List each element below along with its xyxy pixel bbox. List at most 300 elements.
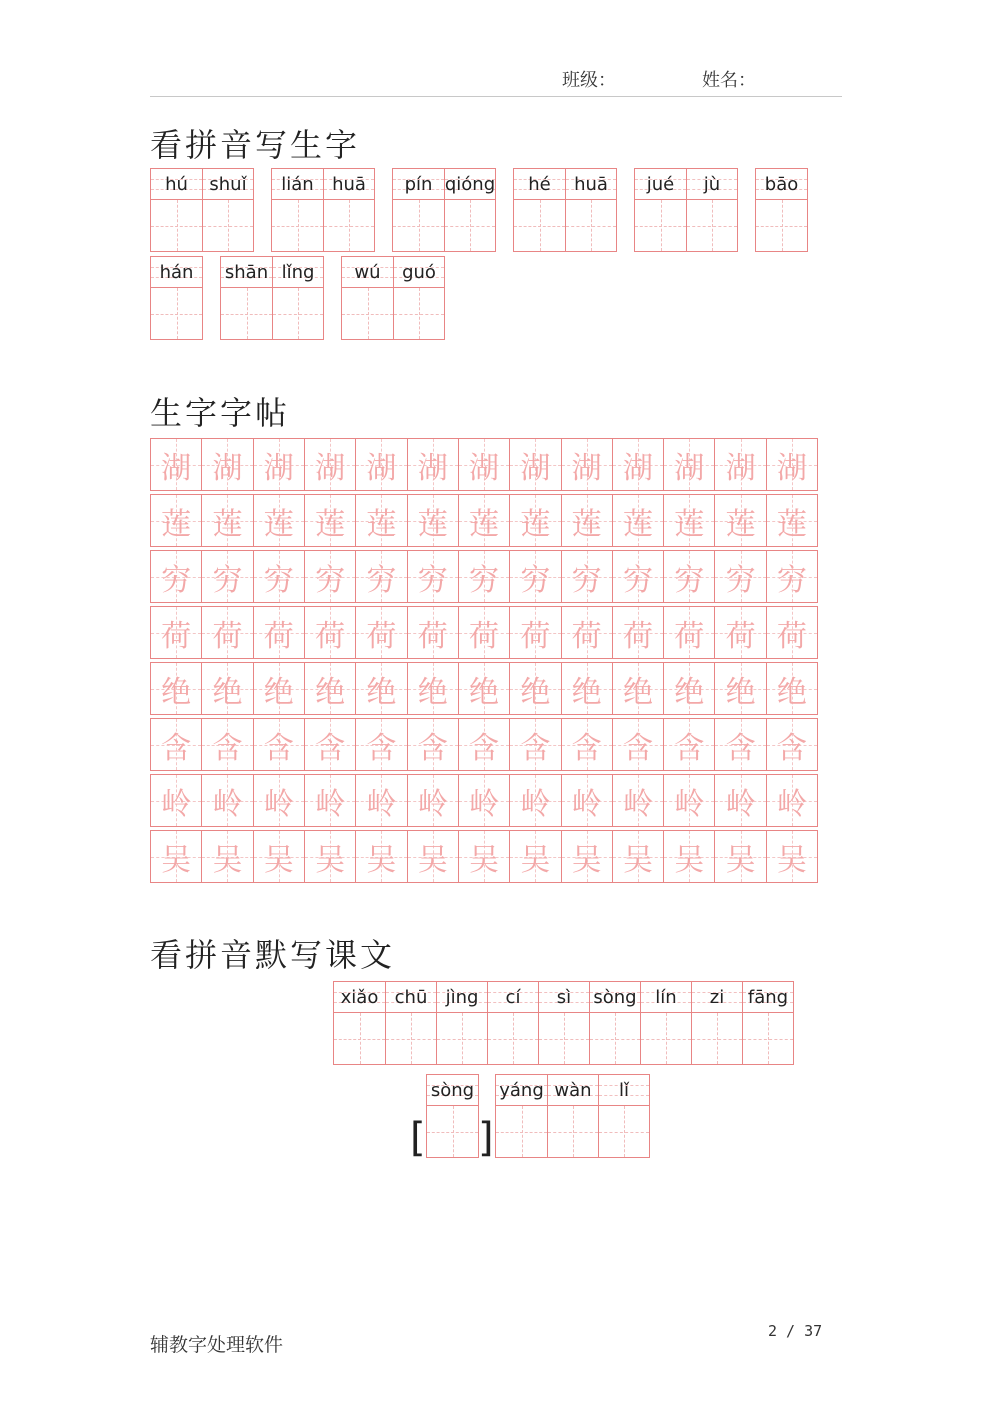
tracing-character: 岭 [520, 786, 551, 822]
writing-box[interactable] [342, 288, 393, 339]
pinyin-unit [487, 982, 538, 1064]
tracing-cell[interactable] [509, 607, 560, 658]
tracing-cell[interactable] [561, 607, 612, 658]
writing-box[interactable] [641, 1013, 691, 1064]
tracing-cell[interactable] [304, 495, 355, 546]
pinyin-unit [496, 1075, 547, 1157]
tracing-character: 穷 [520, 562, 551, 598]
writing-box[interactable] [324, 200, 374, 251]
tracing-cell[interactable] [151, 719, 201, 770]
tracing-cell[interactable] [355, 607, 406, 658]
copybook-row [150, 606, 818, 659]
tracing-character: 荷 [469, 618, 500, 654]
tracing-character: 绝 [725, 674, 756, 710]
tracing-cell[interactable] [201, 663, 252, 714]
writing-box[interactable] [514, 200, 565, 251]
tracing-character: 湖 [212, 450, 243, 486]
tracing-character: 莲 [366, 506, 397, 542]
page-number: 2 / 37 [768, 1322, 823, 1340]
writing-box[interactable] [437, 1013, 487, 1064]
tracing-character: 湖 [674, 450, 705, 486]
tracing-cell[interactable] [253, 775, 304, 826]
tracing-character: 湖 [725, 450, 756, 486]
tracing-character: 含 [263, 730, 294, 766]
tracing-cell[interactable] [714, 719, 765, 770]
tracing-cell[interactable] [407, 439, 458, 490]
copybook-row [150, 774, 818, 827]
pinyin-text: qióng [444, 173, 496, 195]
tracing-character: 穷 [469, 562, 500, 598]
tracing-cell[interactable] [663, 663, 714, 714]
tracing-character: 湖 [776, 450, 807, 486]
tracing-cell[interactable] [561, 495, 612, 546]
tracing-cell[interactable] [407, 495, 458, 546]
tracing-character: 岭 [725, 786, 756, 822]
tracing-cell[interactable] [714, 551, 765, 602]
tracing-cell[interactable] [714, 607, 765, 658]
tracing-character: 吴 [315, 842, 346, 878]
tracing-character: 岭 [571, 786, 602, 822]
tracing-character: 岭 [469, 786, 500, 822]
tracing-character: 莲 [469, 506, 500, 542]
writing-box[interactable] [272, 200, 323, 251]
tracing-character: 岭 [263, 786, 294, 822]
tracing-cell[interactable] [612, 551, 663, 602]
tracing-character: 绝 [622, 674, 653, 710]
tracing-character: 含 [417, 730, 448, 766]
tracing-character: 莲 [263, 506, 294, 542]
tracing-cell[interactable] [766, 495, 817, 546]
tracing-character: 莲 [674, 506, 705, 542]
tracing-cell[interactable] [151, 439, 201, 490]
tracing-character: 荷 [725, 618, 756, 654]
tracing-character: 湖 [469, 450, 500, 486]
tracing-character: 吴 [725, 842, 756, 878]
tracing-character: 绝 [776, 674, 807, 710]
tracing-character: 岭 [622, 786, 653, 822]
writing-box[interactable] [151, 288, 202, 339]
pinyin-text: zi [709, 986, 725, 1008]
tracing-cell[interactable] [201, 607, 252, 658]
pinyin-unit [151, 169, 202, 251]
section-title-write-characters: 看拼音写生字 [150, 126, 361, 164]
tracing-cell[interactable] [253, 719, 304, 770]
tracing-character: 荷 [263, 618, 294, 654]
tracing-cell[interactable] [663, 551, 714, 602]
tracing-character: 含 [571, 730, 602, 766]
pinyin-group-7 [150, 256, 203, 340]
writing-box[interactable] [692, 1013, 742, 1064]
tracing-character: 绝 [417, 674, 448, 710]
tracing-cell[interactable] [766, 775, 817, 826]
header-rule [150, 96, 842, 97]
tracing-character: 岭 [161, 786, 192, 822]
tracing-cell[interactable] [509, 439, 560, 490]
tracing-character: 莲 [315, 506, 346, 542]
tracing-cell[interactable] [304, 719, 355, 770]
tracing-cell[interactable] [355, 831, 406, 882]
pinyin-unit [547, 1075, 598, 1157]
tracing-character: 吴 [674, 842, 705, 878]
tracing-cell[interactable] [253, 663, 304, 714]
writing-box[interactable] [393, 200, 444, 251]
tracing-character: 含 [366, 730, 397, 766]
tracing-cell[interactable] [458, 551, 509, 602]
writing-box[interactable] [394, 288, 444, 339]
pinyin-text: lín [655, 986, 677, 1008]
tracing-cell[interactable] [509, 495, 560, 546]
tracing-cell[interactable] [407, 831, 458, 882]
tracing-character: 穷 [212, 562, 243, 598]
tracing-cell[interactable] [663, 775, 714, 826]
pinyin-text: huā [332, 173, 366, 195]
pinyin-text: wú [354, 261, 381, 283]
writing-box[interactable] [427, 1106, 478, 1157]
tracing-cell[interactable] [253, 439, 304, 490]
pinyin-group-3 [392, 168, 496, 252]
tracing-cell[interactable] [663, 719, 714, 770]
tracing-cell[interactable] [458, 439, 509, 490]
pinyin-unit [444, 169, 495, 251]
tracing-character: 荷 [161, 618, 192, 654]
writing-box[interactable] [566, 200, 616, 251]
tracing-character: 湖 [263, 450, 294, 486]
pinyin-unit [272, 169, 323, 251]
tracing-cell[interactable] [766, 663, 817, 714]
pinyin-text: guó [402, 261, 436, 283]
tracing-character: 莲 [161, 506, 192, 542]
tracing-cell[interactable] [561, 719, 612, 770]
tracing-cell[interactable] [509, 775, 560, 826]
tracing-character: 荷 [417, 618, 448, 654]
tracing-character: 湖 [366, 450, 397, 486]
writing-box[interactable] [635, 200, 686, 251]
pinyin-unit [565, 169, 616, 251]
tracing-character: 吴 [520, 842, 551, 878]
tracing-cell[interactable] [201, 775, 252, 826]
writing-box[interactable] [445, 200, 495, 251]
writing-box[interactable] [539, 1013, 589, 1064]
tracing-cell[interactable] [612, 831, 663, 882]
pinyin-text: shuǐ [209, 173, 247, 195]
tracing-cell[interactable] [201, 831, 252, 882]
pinyin-unit [272, 257, 323, 339]
tracing-cell[interactable] [509, 663, 560, 714]
tracing-character: 荷 [212, 618, 243, 654]
tracing-character: 穷 [315, 562, 346, 598]
writing-box[interactable] [496, 1106, 547, 1157]
pinyin-group-6 [755, 168, 808, 252]
pinyin-unit [640, 982, 691, 1064]
pinyin-text: lǐ [618, 1079, 629, 1101]
tracing-cell[interactable] [663, 439, 714, 490]
tracing-character: 绝 [263, 674, 294, 710]
tracing-character: 含 [212, 730, 243, 766]
tracing-cell[interactable] [612, 663, 663, 714]
writing-box[interactable] [203, 200, 253, 251]
writing-box[interactable] [386, 1013, 436, 1064]
tracing-character: 岭 [212, 786, 243, 822]
bracket-close: ] [478, 1115, 494, 1161]
tracing-character: 岭 [315, 786, 346, 822]
tracing-cell[interactable] [201, 495, 252, 546]
tracing-cell[interactable] [201, 439, 252, 490]
tracing-cell[interactable] [151, 775, 201, 826]
pinyin-unit [334, 982, 385, 1064]
tracing-character: 吴 [622, 842, 653, 878]
pinyin-text: sòng [430, 1079, 475, 1101]
tracing-cell[interactable] [355, 775, 406, 826]
tracing-cell[interactable] [663, 831, 714, 882]
tracing-cell[interactable] [355, 495, 406, 546]
tracing-character: 岭 [776, 786, 807, 822]
tracing-cell[interactable] [766, 719, 817, 770]
tracing-cell[interactable] [355, 663, 406, 714]
tracing-character: 穷 [571, 562, 602, 598]
pinyin-text: xiǎo [340, 986, 379, 1008]
writing-box[interactable] [743, 1013, 793, 1064]
tracing-character: 吴 [571, 842, 602, 878]
tracing-character: 荷 [776, 618, 807, 654]
tracing-character: 绝 [520, 674, 551, 710]
tracing-cell[interactable] [714, 663, 765, 714]
writing-box[interactable] [756, 200, 807, 251]
tracing-cell[interactable] [561, 775, 612, 826]
tracing-cell[interactable] [151, 607, 201, 658]
tracing-cell[interactable] [766, 551, 817, 602]
pinyin-text: jìng [445, 986, 479, 1008]
name-label: 姓名： [702, 70, 756, 91]
tracing-character: 湖 [571, 450, 602, 486]
pinyin-unit [514, 169, 565, 251]
pinyin-unit [151, 257, 202, 339]
tracing-cell[interactable] [304, 663, 355, 714]
tracing-cell[interactable] [253, 831, 304, 882]
tracing-character: 湖 [520, 450, 551, 486]
pinyin-text: lián [281, 173, 314, 195]
section-title-copybook: 生字字帖 [150, 394, 291, 432]
tracing-character: 绝 [571, 674, 602, 710]
tracing-cell[interactable] [151, 663, 201, 714]
pinyin-text: lǐng [281, 261, 315, 283]
writing-box[interactable] [687, 200, 737, 251]
tracing-character: 穷 [674, 562, 705, 598]
tracing-cell[interactable] [714, 439, 765, 490]
tracing-character: 含 [776, 730, 807, 766]
pinyin-text: cí [505, 986, 521, 1008]
tracing-character: 吴 [366, 842, 397, 878]
tracing-character: 莲 [622, 506, 653, 542]
copybook-row [150, 438, 818, 491]
writing-box[interactable] [599, 1106, 649, 1157]
tracing-character: 湖 [315, 450, 346, 486]
tracing-cell[interactable] [458, 495, 509, 546]
tracing-cell[interactable] [561, 831, 612, 882]
tracing-cell[interactable] [458, 607, 509, 658]
tracing-cell[interactable] [355, 439, 406, 490]
tracing-cell[interactable] [201, 719, 252, 770]
bracket-open: [ [410, 1115, 426, 1161]
tracing-character: 岭 [417, 786, 448, 822]
tracing-character: 莲 [725, 506, 756, 542]
tracing-cell[interactable] [304, 775, 355, 826]
tracing-cell[interactable] [612, 775, 663, 826]
tracing-cell[interactable] [612, 719, 663, 770]
writing-box[interactable] [488, 1013, 538, 1064]
pinyin-unit [393, 169, 444, 251]
tracing-cell[interactable] [304, 439, 355, 490]
pinyin-unit [691, 982, 742, 1064]
tracing-cell[interactable] [509, 551, 560, 602]
tracing-cell[interactable] [151, 831, 201, 882]
tracing-character: 荷 [571, 618, 602, 654]
tracing-cell[interactable] [663, 495, 714, 546]
tracing-cell[interactable] [355, 719, 406, 770]
tracing-character: 岭 [366, 786, 397, 822]
pinyin-text: jù [703, 173, 721, 195]
tracing-cell[interactable] [766, 607, 817, 658]
tracing-cell[interactable] [458, 719, 509, 770]
pinyin-text: fāng [747, 986, 789, 1008]
pinyin-text: sòng [593, 986, 637, 1008]
tracing-cell[interactable] [612, 495, 663, 546]
tracing-character: 荷 [622, 618, 653, 654]
copybook-row [150, 718, 818, 771]
pinyin-group-4 [513, 168, 617, 252]
tracing-cell[interactable] [253, 495, 304, 546]
tracing-cell[interactable] [766, 439, 817, 490]
dictation-line-1 [333, 981, 794, 1065]
pinyin-text: wàn [554, 1079, 592, 1101]
writing-box[interactable] [151, 200, 202, 251]
tracing-character: 吴 [469, 842, 500, 878]
tracing-cell[interactable] [663, 607, 714, 658]
tracing-cell[interactable] [561, 551, 612, 602]
tracing-character: 穷 [417, 562, 448, 598]
tracing-cell[interactable] [458, 663, 509, 714]
tracing-cell[interactable] [407, 775, 458, 826]
tracing-character: 吴 [417, 842, 448, 878]
tracing-cell[interactable] [766, 831, 817, 882]
tracing-character: 穷 [366, 562, 397, 598]
pinyin-text: bāo [764, 173, 799, 195]
pinyin-group-1 [150, 168, 254, 252]
pinyin-unit [436, 982, 487, 1064]
tracing-character: 岭 [674, 786, 705, 822]
writing-box[interactable] [273, 288, 323, 339]
pinyin-text: hán [159, 261, 194, 283]
writing-box[interactable] [548, 1106, 598, 1157]
tracing-character: 含 [520, 730, 551, 766]
pinyin-group-8 [220, 256, 324, 340]
tracing-cell[interactable] [612, 439, 663, 490]
tracing-character: 含 [161, 730, 192, 766]
tracing-character: 莲 [417, 506, 448, 542]
tracing-character: 莲 [776, 506, 807, 542]
pinyin-unit [589, 982, 640, 1064]
tracing-cell[interactable] [201, 551, 252, 602]
tracing-cell[interactable] [253, 607, 304, 658]
pinyin-unit [323, 169, 374, 251]
tracing-character: 湖 [417, 450, 448, 486]
tracing-character: 吴 [776, 842, 807, 878]
tracing-cell[interactable] [458, 831, 509, 882]
tracing-cell[interactable] [714, 775, 765, 826]
tracing-character: 莲 [212, 506, 243, 542]
pinyin-text: jué [646, 173, 675, 195]
writing-box[interactable] [590, 1013, 640, 1064]
pinyin-unit [202, 169, 253, 251]
tracing-cell[interactable] [151, 551, 201, 602]
tracing-character: 荷 [520, 618, 551, 654]
dictation-line-2-bracketed [426, 1074, 479, 1158]
pinyin-unit [635, 169, 686, 251]
tracing-character: 穷 [263, 562, 294, 598]
copybook-row [150, 662, 818, 715]
tracing-character: 绝 [161, 674, 192, 710]
tracing-character: 荷 [366, 618, 397, 654]
tracing-character: 绝 [315, 674, 346, 710]
tracing-cell[interactable] [407, 551, 458, 602]
tracing-cell[interactable] [253, 551, 304, 602]
tracing-character: 湖 [622, 450, 653, 486]
tracing-cell[interactable] [407, 607, 458, 658]
tracing-cell[interactable] [304, 551, 355, 602]
pinyin-text: huā [574, 173, 608, 195]
pinyin-unit [385, 982, 436, 1064]
tracing-character: 含 [674, 730, 705, 766]
tracing-cell[interactable] [458, 775, 509, 826]
tracing-cell[interactable] [509, 831, 560, 882]
tracing-cell[interactable] [561, 439, 612, 490]
pinyin-text: sì [556, 986, 572, 1008]
pinyin-unit [686, 169, 737, 251]
pinyin-unit [598, 1075, 649, 1157]
tracing-cell[interactable] [561, 663, 612, 714]
pinyin-group-5 [634, 168, 738, 252]
tracing-character: 荷 [674, 618, 705, 654]
tracing-character: 穷 [161, 562, 192, 598]
tracing-cell[interactable] [612, 607, 663, 658]
tracing-cell[interactable] [151, 495, 201, 546]
tracing-character: 穷 [725, 562, 756, 598]
dictation-line-2 [495, 1074, 650, 1158]
tracing-character: 绝 [469, 674, 500, 710]
pinyin-unit [221, 257, 272, 339]
tracing-cell[interactable] [407, 719, 458, 770]
tracing-character: 绝 [674, 674, 705, 710]
tracing-cell[interactable] [304, 831, 355, 882]
writing-box[interactable] [334, 1013, 385, 1064]
tracing-character: 吴 [263, 842, 294, 878]
writing-box[interactable] [221, 288, 272, 339]
pinyin-text: shān [224, 261, 269, 283]
tracing-character: 莲 [571, 506, 602, 542]
tracing-cell[interactable] [407, 663, 458, 714]
tracing-character: 荷 [315, 618, 346, 654]
pinyin-group-2 [271, 168, 375, 252]
tracing-character: 吴 [161, 842, 192, 878]
tracing-cell[interactable] [714, 831, 765, 882]
tracing-cell[interactable] [509, 719, 560, 770]
tracing-cell[interactable] [304, 607, 355, 658]
tracing-character: 含 [469, 730, 500, 766]
pinyin-unit [342, 257, 393, 339]
copybook-row [150, 550, 818, 603]
tracing-cell[interactable] [355, 551, 406, 602]
tracing-cell[interactable] [714, 495, 765, 546]
tracing-character: 绝 [366, 674, 397, 710]
